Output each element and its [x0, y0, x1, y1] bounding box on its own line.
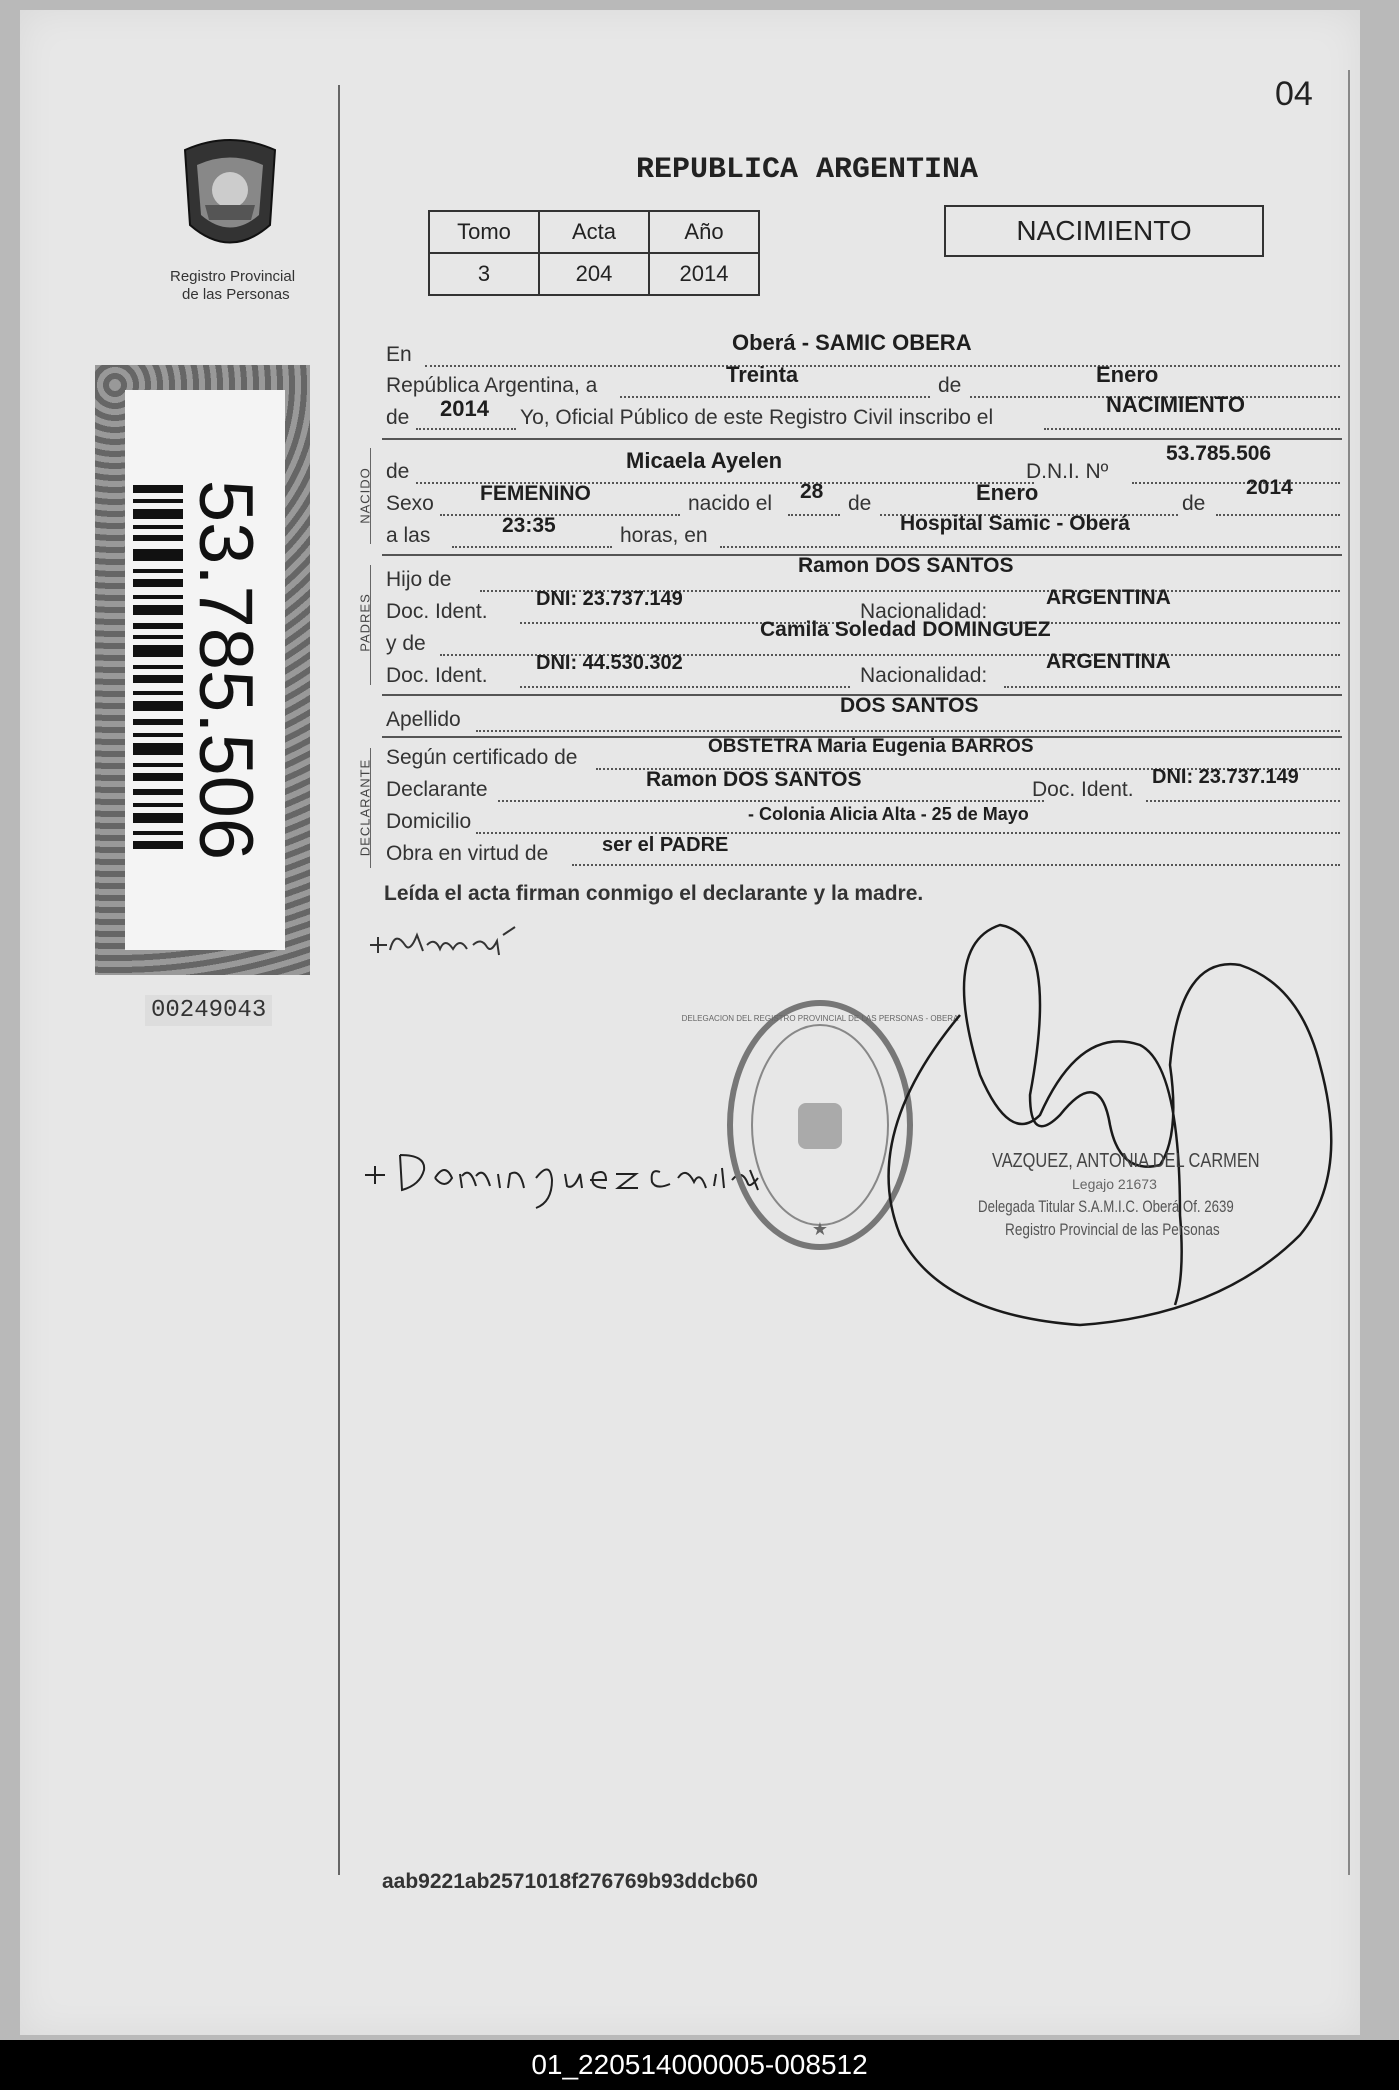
value-madre-doc: DNI: 44.530.302	[536, 652, 683, 674]
value-nac-anio: 2014	[1246, 476, 1293, 499]
line-declarante-doc	[1146, 800, 1340, 802]
label-declarante: Declarante	[386, 778, 488, 801]
value-lugar: Oberá - SAMIC OBERA	[732, 330, 972, 355]
line-acto	[1044, 428, 1340, 430]
document-hash: aab9221ab2571018f276769b93ddcb60	[382, 1870, 758, 1893]
value-dni: 53.785.506	[1166, 442, 1272, 465]
value-nombre: Micaela Ayelen	[626, 448, 783, 473]
value-dia: Treinta	[726, 362, 799, 387]
province-logo	[175, 135, 285, 255]
type-label: NACIMIENTO	[1016, 215, 1192, 246]
type-box	[944, 205, 1264, 257]
label-hijo-de: Hijo de	[386, 568, 452, 591]
line-nac-anio	[1216, 514, 1340, 516]
official-legajo: Legajo 21673	[1072, 1176, 1157, 1192]
header-tomo: Tomo	[429, 211, 539, 253]
official-role: Delegada Titular S.A.M.I.C. Oberá Of. 2639	[978, 1197, 1234, 1216]
value-declarante-doc: DNI: 23.737.149	[1152, 766, 1299, 788]
label-doc-declarante: Doc. Ident.	[1032, 778, 1134, 801]
section-nacido: NACIDO	[357, 467, 373, 524]
section-declarante: DECLARANTE	[357, 758, 373, 857]
label-oficial: Yo, Oficial Público de este Registro Civil inscribo el	[520, 406, 994, 429]
left-margin-line	[338, 85, 340, 1875]
header-acta: Acta	[539, 211, 649, 253]
header-anio: Año	[649, 211, 759, 253]
official-signature	[880, 815, 1360, 1325]
line-apellido	[476, 730, 1340, 732]
value-hora: 23:35	[502, 514, 556, 537]
file-id-footer: 01_220514000005-008512	[0, 2040, 1399, 2090]
value-padre-nac: ARGENTINA	[1046, 586, 1171, 609]
barcode-bars	[133, 485, 183, 855]
value-anio-inscripcion: 2014	[440, 396, 489, 421]
value-apellido: DOS SANTOS	[840, 694, 979, 717]
value-acto: NACIMIENTO	[1106, 392, 1245, 417]
official-name: VAZQUEZ, ANTONIA DEL CARMEN	[992, 1150, 1260, 1172]
page-number: 04	[1275, 75, 1313, 113]
label-apellido: Apellido	[386, 708, 461, 731]
line-anio	[416, 428, 516, 430]
barcode-sticker	[95, 365, 310, 975]
label-y-de: y de	[386, 632, 426, 655]
label-en: En	[386, 343, 412, 366]
value-acta: 204	[539, 253, 649, 295]
value-domicilio: - Colonia Alicia Alta - 25 de Mayo	[748, 804, 1029, 824]
seal-text: DELEGACION DEL REGISTRO PROVINCIAL DE LAS PERSONAS - OBERA	[681, 1014, 959, 1023]
barcode-serial: 00249043	[145, 995, 272, 1026]
label-de-mes: de	[938, 374, 962, 397]
value-sexo: FEMENINO	[480, 482, 591, 505]
value-tomo: 3	[429, 253, 539, 295]
closing-statement: Leída el acta firman conmigo el declarante y la madre.	[384, 882, 924, 905]
label-doc-madre: Doc. Ident.	[386, 664, 488, 687]
value-certificado: OBSTETRA Maria Eugenia BARROS	[708, 736, 1034, 757]
registry-line2: de las Personas	[182, 286, 290, 303]
value-declarante: Ramon DOS SANTOS	[646, 768, 862, 791]
value-nac-dia: 28	[800, 480, 824, 503]
line-dni	[1132, 482, 1340, 484]
document-title: REPUBLICA ARGENTINA	[636, 153, 979, 187]
value-lugar-nac: Hospital Samic - Oberá	[900, 512, 1130, 535]
line-en	[425, 365, 1340, 367]
label-de-nac-anio: de	[1182, 492, 1206, 515]
value-obra: ser el PADRE	[602, 834, 729, 856]
label-de-nac-mes: de	[848, 492, 872, 515]
value-nac-mes: Enero	[976, 480, 1039, 505]
line-padre-nac	[1004, 622, 1340, 624]
label-doc-padre: Doc. Ident.	[386, 600, 488, 623]
certificate-page	[20, 10, 1360, 2035]
label-domicilio: Domicilio	[386, 810, 472, 833]
label-nac-padre: Nacionalidad:	[860, 600, 988, 623]
divider-1	[382, 438, 1342, 440]
label-segun: Según certificado de	[386, 746, 578, 769]
line-lugar-nac	[720, 546, 1340, 548]
value-anio: 2014	[649, 253, 759, 295]
value-padre: Ramon DOS SANTOS	[798, 554, 1014, 577]
value-padre-doc: DNI: 23.737.149	[536, 588, 683, 610]
value-mes: Enero	[1096, 362, 1159, 387]
register-table	[428, 210, 760, 296]
line-madre-nac	[1004, 686, 1340, 688]
barcode-number: 53.785.506	[183, 479, 268, 861]
label-republica: República Argentina, a	[386, 374, 598, 397]
declarante-signature	[365, 915, 535, 965]
line-dia	[620, 396, 930, 398]
svg-text:★: ★	[811, 1219, 829, 1239]
official-registry: Registro Provincial de las Personas	[1005, 1220, 1220, 1239]
label-dni-no: D.N.I. Nº	[1026, 460, 1109, 483]
line-sexo	[440, 514, 680, 516]
line-declarante	[498, 800, 1044, 802]
line-nac-dia	[788, 514, 840, 516]
section-padres: PADRES	[357, 593, 373, 652]
registry-line1: Registro Provincial	[170, 268, 296, 285]
label-obra: Obra en virtud de	[386, 842, 549, 865]
value-madre-nac: ARGENTINA	[1046, 650, 1171, 673]
line-hora	[452, 546, 612, 548]
label-sexo: Sexo	[386, 492, 434, 515]
line-madre-doc	[520, 686, 850, 688]
label-nacido-el: nacido el	[688, 492, 773, 515]
label-nac-madre: Nacionalidad:	[860, 664, 988, 687]
label-a-las: a las	[386, 524, 431, 547]
label-de-anio: de	[386, 406, 410, 429]
label-de-nombre: de	[386, 460, 410, 483]
value-madre: Camila Soledad DOMINGUEZ	[760, 618, 1051, 641]
label-horas-en: horas, en	[620, 524, 708, 547]
